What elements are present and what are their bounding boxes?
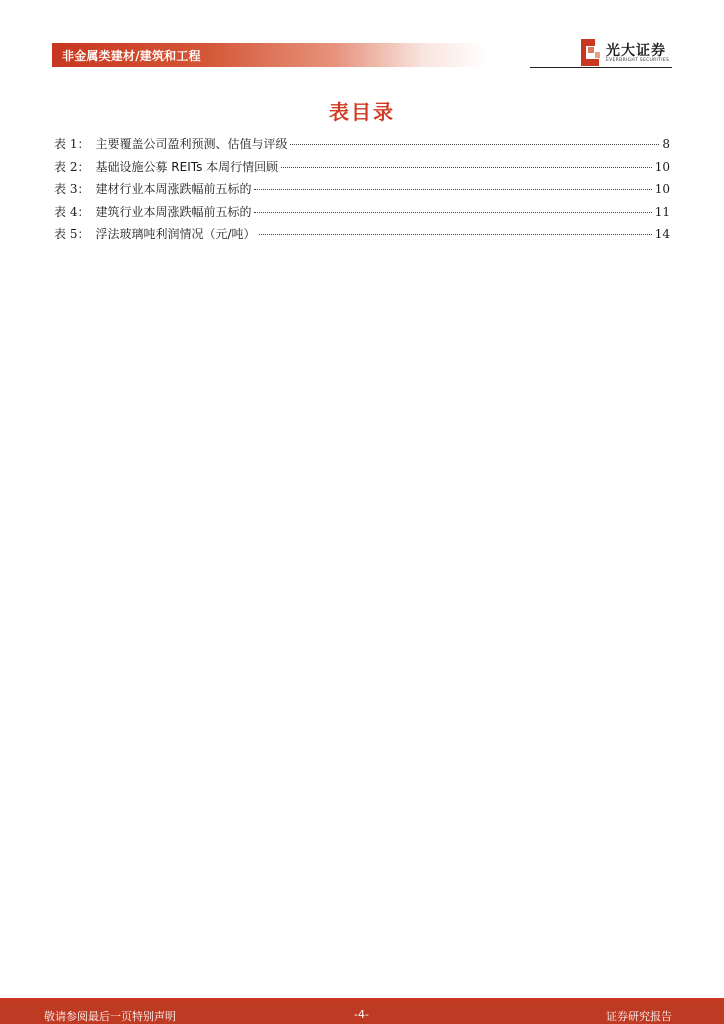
toc-entry[interactable] — [54, 133, 670, 156]
toc-dot-leader — [290, 144, 659, 145]
toc-entry[interactable] — [54, 201, 670, 224]
page-footer — [0, 998, 724, 1024]
toc-entry-label: 表 4： — [54, 204, 90, 219]
logo-name-en: EVERBRIGHT SECURITIES — [606, 58, 670, 63]
toc-entry-page: 14 — [654, 227, 670, 241]
industry-category: 非金属类建材/建筑和工程 — [62, 49, 201, 63]
footer-page-number: -4- — [354, 1008, 369, 1021]
toc-entry[interactable] — [54, 223, 670, 246]
toc-entry-label: 表 2： — [54, 159, 90, 174]
toc-entry[interactable] — [54, 156, 670, 179]
toc-entry-label: 表 3： — [54, 182, 90, 196]
toc-dot-leader — [254, 189, 651, 190]
toc-entry-page: 10 — [654, 182, 670, 196]
toc-entry-page: 10 — [654, 159, 670, 174]
toc-entry-page: 11 — [654, 204, 670, 219]
toc-entry-label: 表 5： — [54, 227, 90, 241]
toc-entry-title: 基础设施公募 REITs 本周行情回顾 — [95, 159, 279, 174]
page-title: 表目录 — [329, 100, 395, 124]
toc-dot-leader — [259, 234, 652, 235]
toc-entry[interactable] — [54, 178, 670, 201]
logo-name-cn: 光大证券 — [606, 43, 666, 59]
toc-entry-title: 建筑行业本周涨跌幅前五标的 — [95, 204, 252, 219]
everbright-logo-icon — [581, 39, 601, 66]
toc-dot-leader — [254, 212, 651, 213]
toc-dot-leader — [281, 167, 652, 168]
header-band — [52, 43, 488, 67]
toc-entry-label: 表 1： — [54, 137, 90, 151]
company-logo — [578, 38, 678, 68]
toc-entry-title: 主要覆盖公司盈利预测、估值与评级 — [95, 137, 288, 151]
toc-entry-title: 浮法玻璃吨利润情况（元/吨） — [95, 227, 256, 241]
footer-disclaimer: 敬请参阅最后一页特别声明 — [44, 1010, 176, 1023]
header-divider — [530, 67, 672, 68]
footer-report-type: 证券研究报告 — [606, 1010, 672, 1023]
table-of-contents — [54, 133, 670, 246]
toc-entry-page: 8 — [662, 137, 670, 151]
toc-entry-title: 建材行业本周涨跌幅前五标的 — [95, 182, 252, 196]
